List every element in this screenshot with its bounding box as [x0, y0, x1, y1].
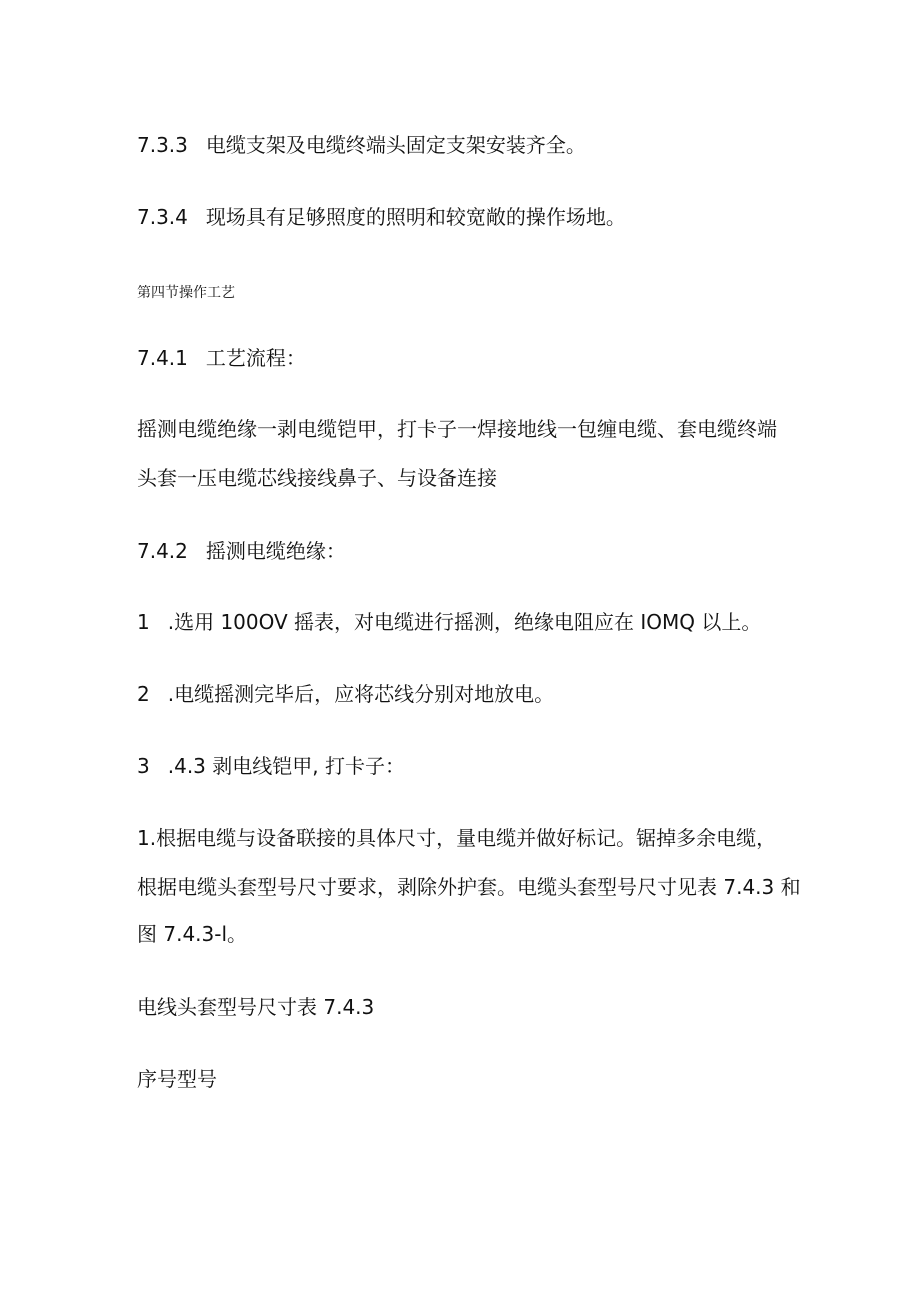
list-number: 2 — [137, 682, 150, 706]
clause-text: 现场具有足够照度的照明和较宽敞的操作场地。 — [205, 205, 626, 229]
list-item-2 — [137, 680, 554, 708]
paragraph-line-1: 1.根据电缆与设备联接的具体尺寸，量电缆并做好标记。锯掉多余电缆， — [137, 826, 777, 850]
list-text: .电缆摇测完毕后，应将芯线分别对地放电。 — [167, 682, 555, 706]
list-text: .选用 100OV 摇表，对电缆进行摇测，绝缘电阻应在 IOMQ 以上。 — [167, 610, 762, 634]
list-item-1 — [137, 608, 761, 636]
clause-7-4-1 — [137, 344, 306, 372]
clause-number: 7.3.4 — [137, 205, 188, 229]
table-caption: 电线头套型号尺寸表 7.4.3 — [137, 995, 375, 1019]
paragraph-line-3: 图 7.4.3-l。 — [137, 922, 248, 946]
clause-text: 电缆支架及电缆终端头固定支架安装齐全。 — [205, 133, 586, 157]
section-title: 第四节操作工艺 — [137, 285, 235, 301]
list-text: .4.3 剥电线铠甲, 打卡子： — [167, 754, 405, 778]
clause-number: 7.4.1 — [137, 346, 188, 370]
list-number: 3 — [137, 754, 150, 778]
process-flow-line-1: 摇测电缆绝缘一剥电缆铠甲，打卡子一焊接地线一包缠电缆、套电缆终端 — [137, 417, 777, 441]
clause-text: 工艺流程： — [205, 346, 306, 370]
list-number: 1 — [137, 610, 150, 634]
process-flow-line-2: 头套一压电缆芯线接线鼻子、与设备连接 — [137, 466, 497, 490]
clause-number: 7.4.2 — [137, 539, 188, 563]
table-header: 序号型号 — [137, 1067, 217, 1091]
clause-7-4-2 — [137, 537, 346, 565]
clause-text: 摇测电缆绝缘： — [205, 539, 346, 563]
paragraph-line-2: 根据电缆头套型号尺寸要求，剥除外护套。电缆头套型号尺寸见表 7.4.3 和 — [137, 875, 801, 899]
clause-number: 7.3.3 — [137, 133, 188, 157]
list-item-3 — [137, 752, 405, 780]
clause-7-3-4 — [137, 203, 626, 231]
clause-7-3-3 — [137, 131, 586, 159]
